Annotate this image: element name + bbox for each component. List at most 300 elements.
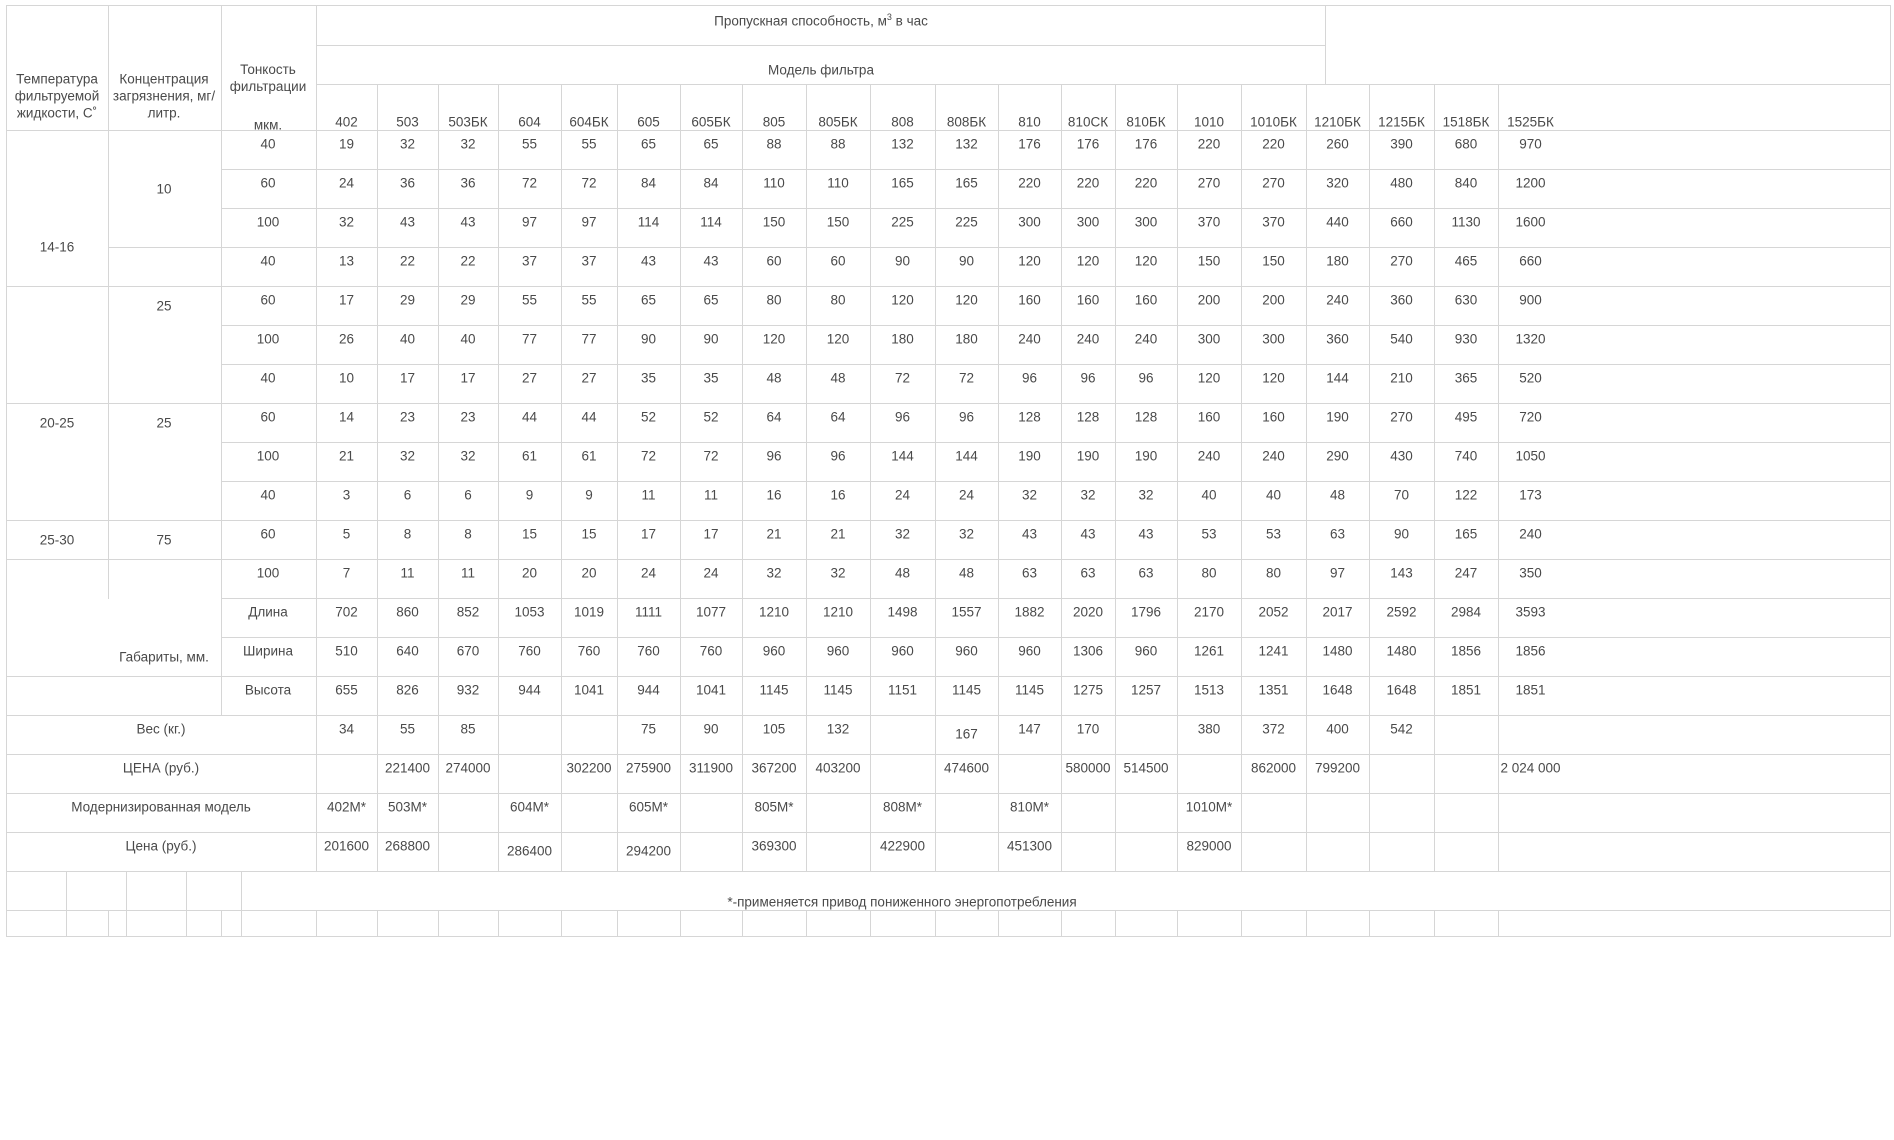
- dimension-cell: 1851: [1515, 682, 1546, 698]
- throughput-cell: 720: [1519, 409, 1542, 425]
- dimension-cell: 655: [335, 682, 358, 698]
- dimension-cell: 1648: [1386, 682, 1417, 698]
- throughput-cell: 11: [703, 487, 719, 503]
- throughput-cell: 80: [766, 292, 782, 308]
- throughput-cell: 6: [464, 487, 472, 503]
- throughput-cell: 480: [1390, 175, 1413, 191]
- grid-line-v: [561, 910, 562, 937]
- temperature-header: Температура фильтруемой жидкости, С˚: [14, 71, 100, 121]
- throughput-cell: 32: [1138, 487, 1154, 503]
- grid-line-v: [438, 84, 439, 872]
- grid-line-h: [6, 676, 1891, 677]
- throughput-cell: 1200: [1515, 175, 1546, 191]
- throughput-cell: 176: [1018, 136, 1041, 152]
- grid-line-h: [316, 45, 1326, 46]
- throughput-cell: 225: [891, 214, 914, 230]
- dimension-cell: 1257: [1130, 682, 1162, 698]
- modern-price-label: Цена (руб.): [125, 838, 197, 854]
- throughput-cell: 15: [581, 526, 597, 542]
- price-cell: 311900: [688, 760, 734, 776]
- throughput-cell: 88: [766, 136, 782, 152]
- grid-line-v: [1061, 910, 1062, 937]
- dimension-cell: 1648: [1322, 682, 1353, 698]
- throughput-cell: 72: [703, 448, 719, 464]
- throughput-cell: 220: [1134, 175, 1158, 191]
- dimension-cell: 1077: [695, 604, 727, 620]
- throughput-cell: 160: [1076, 292, 1100, 308]
- model-name: 810: [1018, 114, 1041, 130]
- throughput-cell: 96: [1138, 370, 1154, 386]
- throughput-cell: 680: [1454, 136, 1478, 152]
- throughput-cell: 176: [1134, 136, 1158, 152]
- weight-cell: 542: [1390, 721, 1413, 737]
- throughput-cell: 190: [1018, 448, 1041, 464]
- throughput-cell: 61: [581, 448, 597, 464]
- throughput-cell: 37: [581, 253, 597, 269]
- dimension-cell: 944: [518, 682, 541, 698]
- price-cell: 799200: [1314, 760, 1361, 776]
- throughput-cell: 72: [521, 175, 538, 191]
- throughput-cell: 370: [1262, 214, 1285, 230]
- weight-cell: 167: [955, 726, 978, 742]
- throughput-cell: 48: [766, 370, 782, 386]
- grid-line-h: [6, 715, 1891, 716]
- throughput-cell: 97: [521, 214, 538, 230]
- throughput-cell: 36: [460, 175, 476, 191]
- price-cell: 2 024 000: [1500, 760, 1561, 776]
- throughput-cell: 120: [1018, 253, 1041, 269]
- throughput-cell: 220: [1018, 175, 1041, 191]
- throughput-cell: 32: [766, 565, 782, 581]
- throughput-cell: 29: [460, 292, 476, 308]
- throughput-cell: 55: [581, 136, 597, 152]
- throughput-cell: 80: [1201, 565, 1217, 581]
- fineness-value: 100: [256, 448, 280, 464]
- throughput-cell: 32: [460, 448, 476, 464]
- throughput-cell: 13: [338, 253, 355, 269]
- price-cell: 275900: [625, 760, 672, 776]
- grid-line-h: [221, 325, 1891, 326]
- grid-line-v: [126, 871, 127, 937]
- throughput-cell: 96: [1021, 370, 1038, 386]
- dimension-cell: 760: [518, 643, 541, 659]
- modernized-model-label: Модернизированная модель: [71, 799, 251, 815]
- modern-price-cell: 422900: [879, 838, 926, 854]
- throughput-cell: 114: [700, 214, 722, 230]
- throughput-cell: 43: [640, 253, 657, 269]
- grid-line-v: [870, 910, 871, 937]
- throughput-cell: 520: [1519, 370, 1542, 386]
- throughput-cell: 270: [1262, 175, 1285, 191]
- grid-line-v: [1177, 910, 1178, 937]
- price-cell: 580000: [1065, 760, 1111, 776]
- throughput-cell: 190: [1076, 448, 1100, 464]
- throughput-cell: 180: [955, 331, 978, 347]
- grid-line-v: [870, 84, 871, 872]
- throughput-cell: 465: [1454, 253, 1478, 269]
- throughput-cell: 240: [1197, 448, 1221, 464]
- throughput-cell: 390: [1390, 136, 1413, 152]
- throughput-cell: 540: [1390, 331, 1413, 347]
- throughput-cell: 21: [338, 448, 355, 464]
- grid-line-v: [1241, 910, 1242, 937]
- temperature-value: 20-25: [39, 415, 75, 430]
- throughput-cell: 3: [342, 487, 351, 503]
- throughput-cell: 65: [640, 136, 657, 152]
- throughput-cell: 128: [1018, 409, 1041, 425]
- weight-cell: 90: [703, 721, 719, 737]
- throughput-cell: 43: [1080, 526, 1096, 542]
- throughput-cell: 17: [338, 292, 355, 308]
- throughput-cell: 122: [1454, 487, 1478, 503]
- throughput-cell: 70: [1393, 487, 1410, 503]
- throughput-cell: 43: [703, 253, 719, 269]
- dimension-cell: 960: [1018, 643, 1041, 659]
- throughput-cell: 32: [894, 526, 911, 542]
- throughput-cell: 120: [1262, 370, 1285, 386]
- throughput-cell: 55: [521, 136, 538, 152]
- throughput-cell: 190: [1326, 409, 1349, 425]
- grid-line-h: [221, 598, 1891, 599]
- fineness-value: 100: [256, 331, 280, 347]
- throughput-cell: 32: [338, 214, 355, 230]
- throughput-cell: 90: [1393, 526, 1410, 542]
- throughput-cell: 27: [581, 370, 597, 386]
- throughput-cell: 43: [1021, 526, 1038, 542]
- throughput-cell: 6: [403, 487, 412, 503]
- dimension-cell: 1480: [1386, 643, 1417, 659]
- concentration-value: 10: [156, 181, 172, 196]
- modernized-model-cell: 808М*: [882, 799, 923, 815]
- throughput-cell: 300: [1262, 331, 1285, 347]
- throughput-cell: 88: [830, 136, 846, 152]
- throughput-cell: 90: [703, 331, 719, 347]
- grid-line-v: [935, 910, 936, 937]
- dimension-cell: 1053: [514, 604, 545, 620]
- throughput-cell: 90: [894, 253, 911, 269]
- model-name: 1210БК: [1314, 114, 1361, 130]
- throughput-cell: 165: [891, 175, 914, 191]
- throughput-cell: 190: [1134, 448, 1158, 464]
- throughput-cell: 180: [891, 331, 914, 347]
- throughput-cell: 22: [399, 253, 416, 269]
- price-cell: 302200: [566, 760, 612, 776]
- throughput-cell: 35: [703, 370, 719, 386]
- throughput-cell: 240: [1326, 292, 1349, 308]
- throughput-cell: 40: [1201, 487, 1217, 503]
- model-name: 605: [637, 114, 660, 130]
- throughput-cell: 300: [1134, 214, 1158, 230]
- throughput-cell: 1600: [1515, 214, 1546, 230]
- throughput-cell: 72: [640, 448, 657, 464]
- dimension-name: Высота: [244, 682, 292, 698]
- throughput-cell: 160: [1197, 409, 1221, 425]
- throughput-cell: 97: [1329, 565, 1346, 581]
- grid-line-v: [66, 871, 67, 937]
- grid-line-v: [806, 910, 807, 937]
- grid-line-v: [998, 84, 999, 872]
- throughput-cell: 300: [1018, 214, 1041, 230]
- model-name: 604: [518, 114, 541, 130]
- throughput-cell: 17: [399, 370, 416, 386]
- throughput-cell: 176: [1076, 136, 1100, 152]
- throughput-cell: 21: [830, 526, 846, 542]
- grid-line-v: [1890, 5, 1891, 937]
- throughput-cell: 220: [1076, 175, 1100, 191]
- throughput-cell: 240: [1134, 331, 1158, 347]
- grid-line-v: [1306, 910, 1307, 937]
- throughput-cell: 96: [894, 409, 911, 425]
- throughput-cell: 290: [1326, 448, 1349, 464]
- model-name: 808БК: [946, 114, 987, 130]
- throughput-cell: 48: [958, 565, 975, 581]
- modernized-model-cell: 1010М*: [1185, 799, 1233, 815]
- grid-line-h: [6, 520, 1891, 521]
- grid-line-v: [241, 871, 242, 937]
- throughput-cell: 300: [1076, 214, 1100, 230]
- model-name: 1215БК: [1378, 114, 1425, 130]
- throughput-cell: 63: [1080, 565, 1096, 581]
- throughput-cell: 900: [1519, 292, 1542, 308]
- dimension-cell: 1210: [822, 604, 854, 620]
- dimension-cell: 760: [577, 643, 601, 659]
- dimension-cell: 860: [396, 604, 419, 620]
- fineness-value: 100: [256, 565, 280, 581]
- throughput-cell: 63: [1021, 565, 1038, 581]
- concentration-value: 25: [156, 298, 172, 313]
- dimension-cell: 944: [637, 682, 660, 698]
- grid-line-h: [108, 247, 1891, 248]
- throughput-cell: 32: [1080, 487, 1096, 503]
- throughput-cell: 32: [1021, 487, 1038, 503]
- throughput-cell: 360: [1390, 292, 1413, 308]
- price-cell: 514500: [1123, 760, 1169, 776]
- dimension-cell: 3593: [1515, 604, 1546, 620]
- throughput-cell: 48: [1329, 487, 1346, 503]
- throughput-cell: 53: [1201, 526, 1217, 542]
- grid-line-h: [221, 208, 1891, 209]
- throughput-cell: 8: [403, 526, 412, 542]
- grid-line-h: [6, 793, 1891, 794]
- dimension-cell: 1856: [1515, 643, 1546, 659]
- modern-price-cell: 369300: [751, 838, 797, 854]
- model-name: 503БК: [448, 114, 488, 130]
- throughput-cell: 270: [1390, 409, 1413, 425]
- throughput-cell: 40: [399, 331, 416, 347]
- model-name: 1010: [1193, 114, 1225, 130]
- weight-cell: 380: [1197, 721, 1221, 737]
- throughput-cell: 23: [399, 409, 416, 425]
- throughput-cell: 44: [521, 409, 538, 425]
- model-name: 1518БК: [1442, 114, 1490, 130]
- dimension-cell: 1513: [1193, 682, 1225, 698]
- dimensions-label: Габариты, мм.: [119, 649, 209, 664]
- grid-line-v: [1434, 910, 1435, 937]
- weight-cell: 132: [826, 721, 850, 737]
- throughput-cell: 84: [703, 175, 719, 191]
- throughput-cell: 44: [581, 409, 597, 425]
- throughput-cell: 1050: [1515, 448, 1546, 464]
- throughput-cell: 24: [640, 565, 657, 581]
- throughput-cell: 11: [641, 487, 656, 503]
- modernized-model-cell: 503М*: [387, 799, 428, 815]
- throughput-cell: 26: [338, 331, 355, 347]
- throughput-cell: 40: [1265, 487, 1282, 503]
- throughput-cell: 72: [958, 370, 975, 386]
- modernized-model-cell: 805М*: [754, 799, 794, 815]
- throughput-cell: 63: [1329, 526, 1346, 542]
- throughput-cell: 17: [640, 526, 657, 542]
- fineness-value: 60: [260, 526, 276, 542]
- throughput-cell: 60: [830, 253, 846, 269]
- throughput-cell: 247: [1454, 565, 1478, 581]
- price-cell: 474600: [943, 760, 990, 776]
- throughput-cell: 440: [1326, 214, 1349, 230]
- throughput-cell: 132: [891, 136, 914, 152]
- throughput-cell: 80: [830, 292, 846, 308]
- throughput-cell: 32: [399, 136, 416, 152]
- grid-line-v: [935, 84, 936, 872]
- throughput-cell: 29: [399, 292, 416, 308]
- dimension-cell: 2592: [1386, 604, 1417, 620]
- weight-cell: 372: [1262, 721, 1285, 737]
- grid-line-v: [221, 598, 222, 716]
- grid-line-h: [221, 637, 1891, 638]
- throughput-cell: 96: [1080, 370, 1096, 386]
- fineness-value: 60: [260, 292, 276, 308]
- grid-line-h: [6, 286, 1891, 287]
- grid-line-v: [498, 84, 499, 872]
- throughput-cell: 1320: [1515, 331, 1546, 347]
- fineness-value: 40: [260, 487, 276, 503]
- throughput-cell: 32: [460, 136, 476, 152]
- grid-line-v: [221, 910, 222, 937]
- dimension-cell: 1145: [759, 682, 789, 698]
- throughput-cell: 210: [1390, 370, 1413, 386]
- throughput-cell: 63: [1138, 565, 1154, 581]
- throughput-cell: 55: [521, 292, 538, 308]
- unit-header: мкм.: [253, 117, 283, 133]
- throughput-cell: 165: [1454, 526, 1478, 542]
- dimension-cell: 960: [955, 643, 978, 659]
- dimension-cell: 1796: [1130, 604, 1162, 620]
- dimension-cell: 2984: [1450, 604, 1482, 620]
- dimension-cell: 1145: [823, 682, 853, 698]
- dimension-cell: 960: [891, 643, 914, 659]
- model-name: 604БК: [569, 114, 609, 130]
- model-name: 810СК: [1067, 114, 1109, 130]
- model-name: 402: [335, 114, 358, 130]
- grid-line-h: [6, 832, 1891, 833]
- model-name: 805БК: [818, 114, 858, 130]
- grid-line-h: [221, 364, 1891, 365]
- dimension-cell: 670: [456, 643, 480, 659]
- footnote: *-применяется привод пониженного энергопотребления: [727, 894, 1077, 910]
- throughput-cell: 200: [1262, 292, 1285, 308]
- throughput-cell: 21: [766, 526, 782, 542]
- dimension-cell: 1145: [1014, 682, 1045, 698]
- modern-price-cell: 829000: [1186, 838, 1232, 854]
- throughput-cell: 370: [1197, 214, 1221, 230]
- throughput-cell: 77: [521, 331, 538, 347]
- throughput-header: Пропускная способность, $м^3$ в час: [714, 12, 928, 29]
- concentration-value: 25: [156, 415, 172, 430]
- throughput-cell: 90: [640, 331, 657, 347]
- grid-line-v: [108, 910, 109, 937]
- dimension-cell: 1145: [951, 682, 982, 698]
- grid-line-v: [1325, 5, 1326, 85]
- throughput-cell: 96: [830, 448, 846, 464]
- throughput-cell: 270: [1197, 175, 1221, 191]
- throughput-cell: 165: [955, 175, 978, 191]
- throughput-cell: 48: [894, 565, 911, 581]
- dimension-name: Длина: [248, 604, 288, 620]
- temperature-value: 25-30: [39, 532, 75, 547]
- throughput-cell: 64: [830, 409, 846, 425]
- grid-line-h: [6, 871, 1891, 872]
- grid-line-h: [6, 754, 1891, 755]
- throughput-cell: 180: [1326, 253, 1349, 269]
- throughput-cell: 52: [703, 409, 719, 425]
- throughput-cell: 120: [826, 331, 850, 347]
- fineness-value: 60: [260, 175, 276, 191]
- throughput-cell: 19: [338, 136, 355, 152]
- throughput-cell: 220: [1197, 136, 1221, 152]
- dimension-cell: 1306: [1072, 643, 1104, 659]
- modern-price-cell: 286400: [506, 843, 553, 859]
- weight-label: Вес (кг.): [136, 721, 186, 737]
- dimension-cell: 1041: [573, 682, 605, 698]
- grid-line-v: [438, 910, 439, 937]
- throughput-cell: 61: [521, 448, 538, 464]
- grid-line-v: [680, 910, 681, 937]
- price-cell: 367200: [751, 760, 797, 776]
- weight-cell: 170: [1076, 721, 1100, 737]
- price-cell: 403200: [815, 760, 861, 776]
- throughput-cell: 114: [637, 214, 660, 230]
- grid-line-v: [377, 84, 378, 872]
- throughput-cell: 36: [399, 175, 416, 191]
- throughput-cell: 144: [1326, 370, 1349, 386]
- modern-price-cell: 294200: [625, 843, 672, 859]
- grid-line-v: [1434, 84, 1435, 872]
- concentration-header: Концентрация загрязнения, мг/литр.: [112, 71, 216, 121]
- throughput-cell: 80: [1265, 565, 1282, 581]
- throughput-cell: 77: [581, 331, 597, 347]
- throughput-cell: 5: [342, 526, 351, 542]
- dimension-cell: 2017: [1322, 604, 1353, 620]
- grid-line-v: [1241, 84, 1242, 872]
- throughput-cell: 96: [766, 448, 782, 464]
- model-name: 503: [396, 114, 419, 130]
- throughput-cell: 150: [762, 214, 786, 230]
- throughput-cell: 24: [703, 565, 719, 581]
- model-name: 605БК: [691, 114, 731, 130]
- throughput-cell: 27: [521, 370, 538, 386]
- weight-cell: 34: [338, 721, 355, 737]
- throughput-cell: 17: [460, 370, 476, 386]
- grid-line-v: [316, 5, 317, 872]
- dimension-cell: 1856: [1450, 643, 1482, 659]
- grid-line-h: [6, 936, 1891, 937]
- dimension-cell: 960: [762, 643, 786, 659]
- throughput-cell: 32: [399, 448, 416, 464]
- throughput-cell: 220: [1262, 136, 1285, 152]
- throughput-cell: 120: [955, 292, 978, 308]
- weight-cell: 105: [762, 721, 786, 737]
- throughput-cell: 65: [640, 292, 657, 308]
- dimension-cell: 760: [699, 643, 723, 659]
